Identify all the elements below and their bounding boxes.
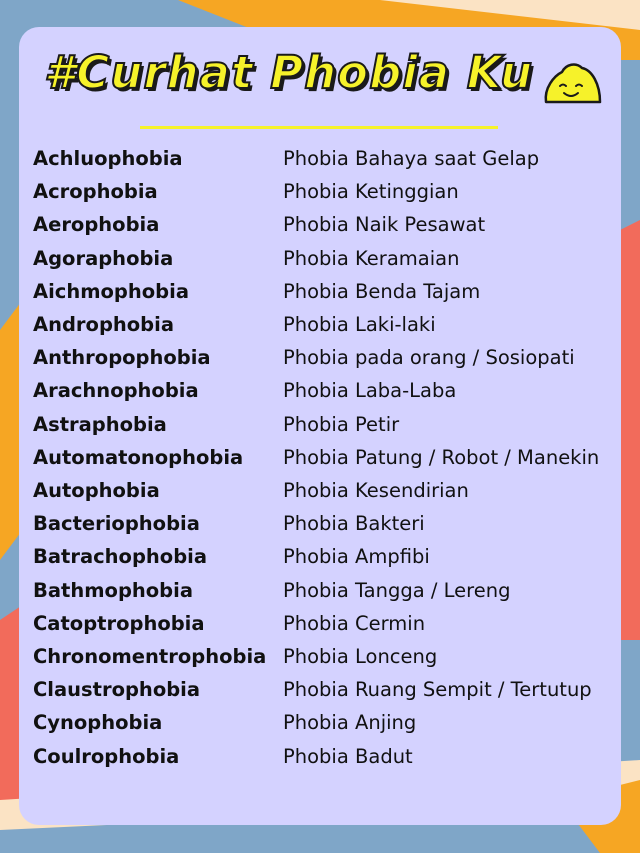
phobia-term: Anthropophobia xyxy=(33,346,211,370)
list-item xyxy=(0,408,640,441)
phobia-meaning: Phobia pada orang / Sosiopati xyxy=(283,346,575,370)
list-item xyxy=(0,607,640,640)
phobia-meaning: Phobia Bakteri xyxy=(283,512,425,536)
list-item xyxy=(0,507,640,540)
list-item xyxy=(0,574,640,607)
phobia-term: Astraphobia xyxy=(33,412,167,436)
list-item xyxy=(0,242,640,275)
list-item xyxy=(0,540,640,573)
page-title: #Curhat Phobia Ku xyxy=(44,46,534,99)
phobia-meaning: Phobia Ruang Sempit / Tertutup xyxy=(283,678,592,702)
list-item xyxy=(0,208,640,241)
header xyxy=(0,40,640,124)
phobia-term: Batrachophobia xyxy=(33,545,207,569)
list-item xyxy=(0,275,640,308)
list-item xyxy=(0,374,640,407)
phobia-meaning: Phobia Anjing xyxy=(283,711,417,735)
phobia-meaning: Phobia Benda Tajam xyxy=(283,279,481,303)
phobia-meaning: Phobia Patung / Robot / Manekin xyxy=(283,445,600,469)
smiling-blob-icon xyxy=(540,58,606,108)
list-item xyxy=(0,341,640,374)
phobia-term: Androphobia xyxy=(33,313,174,336)
phobia-term: Claustrophobia xyxy=(33,678,201,702)
phobia-meaning: Phobia Ampfibi xyxy=(283,545,430,569)
phobia-meaning: Phobia Bahaya saat Gelap xyxy=(283,147,540,170)
phobia-meaning: Phobia Laki-laki xyxy=(283,313,436,336)
title-underline xyxy=(140,126,498,129)
list-item xyxy=(0,640,640,673)
phobia-term: Automatonophobia xyxy=(33,445,244,469)
phobia-meaning: Phobia Petir xyxy=(283,412,400,436)
phobia-term: Aichmophobia xyxy=(33,279,189,303)
phobia-meaning: Phobia Cermin xyxy=(283,611,426,635)
phobia-term: Autophobia xyxy=(33,479,160,502)
list-item xyxy=(0,706,640,739)
phobia-term: Arachnophobia xyxy=(33,379,199,403)
phobia-meaning: Phobia Tangga / Lereng xyxy=(283,578,511,602)
list-item xyxy=(0,441,640,474)
list-item xyxy=(0,740,640,773)
list-item xyxy=(0,673,640,706)
list-item xyxy=(0,474,640,507)
list-item xyxy=(0,142,640,175)
phobia-term: Bacteriophobia xyxy=(33,512,200,536)
phobia-meaning: Phobia Kesendirian xyxy=(283,479,469,502)
phobia-term: Agoraphobia xyxy=(33,246,174,270)
phobia-meaning: Phobia Badut xyxy=(283,744,413,768)
phobia-term: Chronomentrophobia xyxy=(33,645,267,668)
phobia-meaning: Phobia Lonceng xyxy=(283,645,438,668)
phobia-term: Bathmophobia xyxy=(33,578,193,602)
phobia-meaning: Phobia Keramaian xyxy=(283,246,460,270)
list-item xyxy=(0,308,640,341)
phobia-term: Aerophobia xyxy=(33,213,160,237)
phobia-term: Coulrophobia xyxy=(33,744,180,768)
phobia-meaning: Phobia Naik Pesawat xyxy=(283,213,486,237)
phobia-term: Achluophobia xyxy=(33,147,183,170)
phobia-term: Cynophobia xyxy=(33,711,163,735)
list-item xyxy=(0,175,640,208)
phobia-meaning: Phobia Ketinggian xyxy=(283,180,459,204)
phobia-term: Acrophobia xyxy=(33,180,158,204)
phobia-term: Catoptrophobia xyxy=(33,611,205,635)
phobia-meaning: Phobia Laba-Laba xyxy=(283,379,457,403)
